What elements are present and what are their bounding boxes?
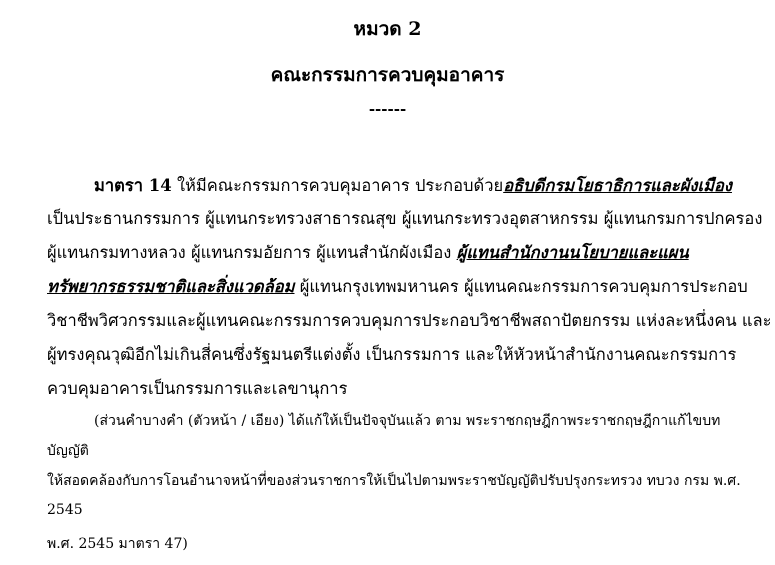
note-line-2: บัญญัติ <box>47 443 89 459</box>
section-number: มาตรา 14 <box>94 176 172 195</box>
note-line-1: (ส่วนคำบางคำ (ตัวหน้า / เอียง) ได้แก้ให้เป็นปัจจุบันแล้ว ตาม พระราชกฤษฎีกาพระราชกฤษฎีกาแก้ไขบท <box>94 413 721 429</box>
section-emphasis-1: อธิบดีกรมโยธาธิการและผังเมือง <box>503 176 732 195</box>
section-line-2: เป็นประธานกรรมการ ผู้แทนกระทรวงสาธารณสุข ผู้แทนกระทรวงอุตสาหกรรม ผู้แทนกรมการปกครอง <box>47 209 763 228</box>
section-line-7: ควบคุมอาคารเป็นกรรมการและเลขานุการ <box>47 379 348 398</box>
note-line-3: ให้สอดคล้องกับการโอนอำนาจหน้าที่ของส่วนราชการให้เป็นไปตามพระราชบัญญัติปรับปรุงกระทรวง ทบวง กรม พ.ศ. <box>47 473 741 489</box>
chapter-heading: หมวด 2 <box>353 18 422 40</box>
note-line-5: พ.ศ. 2545 มาตรา 47) <box>47 536 188 552</box>
section-emphasis-3: ผู้แทนสำนักงานนโยบายและแผน <box>456 243 689 262</box>
section-line-5: วิชาชีพวิศวกรรมและผู้แทนคณะกรรมการควบคุมการประกอบวิชาชีพสถาปัตยกรรม แห่งละหนึ่งคน และ <box>47 311 772 330</box>
section-text-4b: ผู้แทนกรุงเทพมหานคร ผู้แทนคณะกรรมการควบคุมการประกอบ <box>294 277 748 296</box>
note-line-4: 2545 <box>47 502 83 518</box>
section-line-1 <box>94 173 732 199</box>
section-emphasis-4: ทรัพยากรธรรมชาติและสิ่งแวดล้อม <box>47 277 295 296</box>
chapter-title: คณะกรรมการควบคุมอาคาร <box>270 64 505 86</box>
section-text-3a: ผู้แทนกรมทางหลวง ผู้แทนกรมอัยการ ผู้แทนสำนักผังเมือง <box>47 243 457 262</box>
section-line-6: ผู้ทรงคุณวุฒิอีกไม่เกินสี่คนซึ่งรัฐมนตรีแต่งตั้ง เป็นกรรมการ และให้หัวหน้าสำนักงานคณะกรรมการ <box>47 345 737 364</box>
section-text-1a: ให้มีคณะกรรมการควบคุมอาคาร ประกอบด้วย <box>176 176 504 195</box>
section-line-4 <box>47 274 748 300</box>
section-line-3 <box>47 240 689 266</box>
heading-divider: ------ <box>368 100 407 118</box>
